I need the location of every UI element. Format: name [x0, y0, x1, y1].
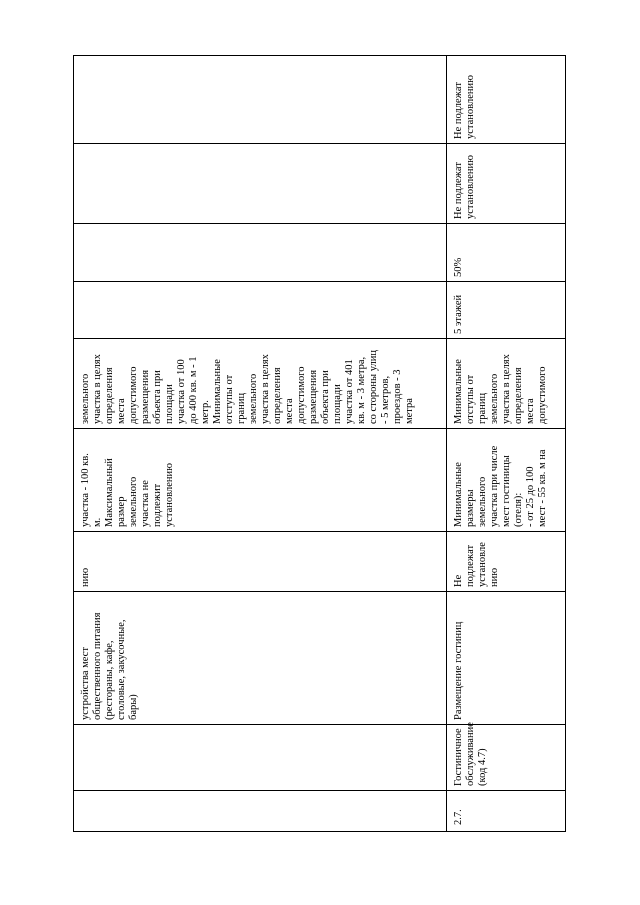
table-row-continued [74, 56, 446, 831]
item-number-cell [74, 791, 446, 831]
max-floors-cell: 5 этажей [447, 282, 565, 339]
extra-parameter-cell [74, 144, 446, 224]
limits-cell: нию [74, 532, 446, 592]
restrictions-cell [74, 56, 446, 144]
land-use-regulations-table [73, 55, 566, 832]
use-type-description-cell: Размещение гостиниц [447, 592, 565, 725]
item-number-cell: 2.7. [453, 809, 464, 825]
plot-size-cell: участка - 100 кв. м. Максимальный размер земельного участка не подлежит установлению [74, 429, 446, 532]
setback-cell: Минимальные отступы от границ земельного участка в целях определения места допустимого [447, 339, 565, 429]
use-type-description-cell: устройства мест общественного питания (рестораны, кафе, столовые, закусочные, бары) [74, 592, 446, 725]
use-type-name-cell [74, 725, 446, 791]
extra-parameter-cell: Не подлежат установлению [447, 144, 565, 224]
use-type-name-cell: Гостиничное обслуживание (код 4.7) [447, 725, 565, 791]
restrictions-cell: Не подлежат установлению [447, 56, 565, 144]
limits-cell: Не подлежат установле нию [447, 532, 565, 592]
max-coverage-cell: 50% [447, 224, 565, 282]
max-coverage-cell [74, 224, 446, 282]
plot-size-cell: Минимальные размеры земельного участка при числе мест гостиницы (отеля): - от 25 до 100 мест - 55 кв. м на [447, 429, 565, 532]
table-row-2-7 [446, 56, 565, 831]
setback-cell: земельного участка в целях определения места допустимого размещения объекта при площади участка от 100 до 400 кв. м - 1 метр. Минимальные отступы от границ земельного участка в целях определения места допустимого размещения объекта при площади участка от 401 кв. м - 3 метра, со стороны улиц - 5 метров, проездов - 3 метра [74, 339, 446, 429]
max-floors-cell [74, 282, 446, 339]
